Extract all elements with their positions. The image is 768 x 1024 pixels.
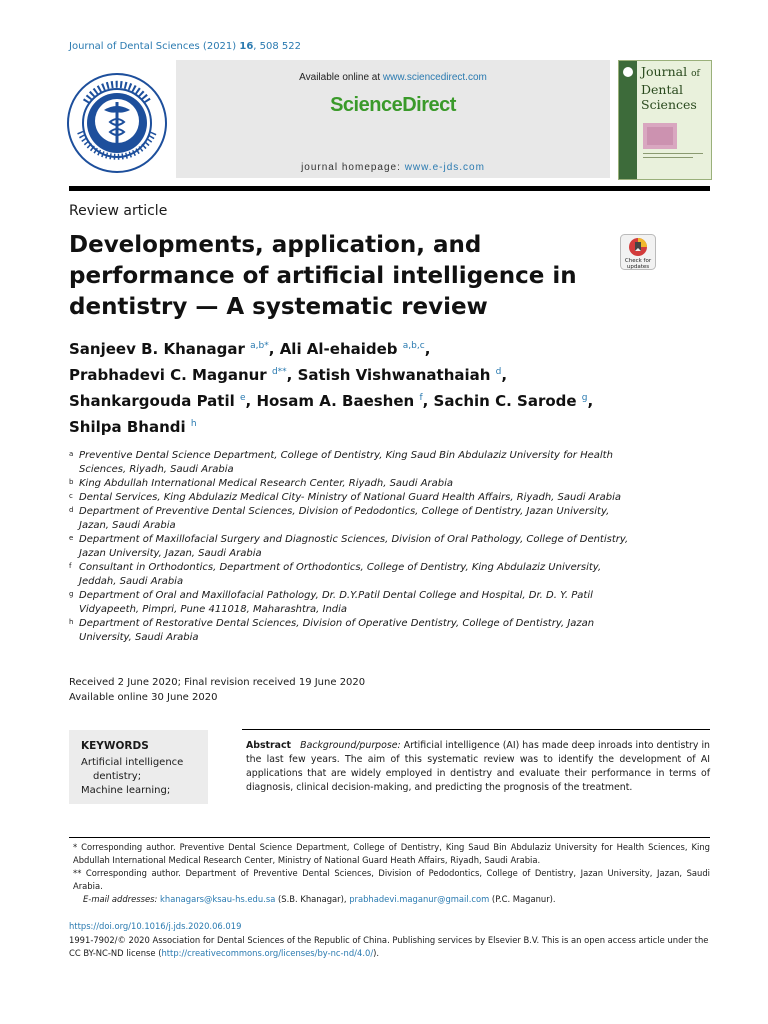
keyword-item: Artificial intelligence	[81, 757, 184, 768]
keyword-item: Machine learning;	[81, 785, 171, 796]
journal-cover-thumbnail[interactable]: Journal of Dental Sciences	[618, 60, 712, 180]
affiliation-item: f Consultant in Orthodontics, Department of Orthodontics, College of Dentistry, King Abdulaziz University, Jeddah, Saudi Arabia	[69, 562, 602, 587]
doi-link[interactable]: https://doi.org/10.1016/j.jds.2020.06.019	[69, 921, 242, 931]
footnote-rule	[69, 837, 710, 838]
author-list: Sanjeev B. Khanagar $^{a,b*}$, Ali Al-ehaideb $^{a,b,c}$, Prabhadevi C. Maganur $^{d**}$, Satish Vishwanathaiah $^d$, Shankargouda Patil $^e$, Hosam A. Baeshen $^f$, Sachin C. Sarode $^g$, Shilpa Bhandi $^h$	[69, 340, 594, 436]
keyword-item: dentistry;	[93, 771, 142, 782]
abstract-text: Artificial intelligence (AI) has made deep inroads into dentistry in the last few years. The aim of this systematic review was to identify the development of AI applications that are widely employed in dentistry and evaluate their performance in terms of diagnosis, clinical decision-making, and predicting the prognosis of the treatment.	[246, 740, 710, 793]
article-dates	[69, 675, 365, 705]
citation-volume: 16	[239, 41, 254, 52]
crossmark-badge[interactable]: Check for updates	[620, 234, 656, 270]
email-link-2[interactable]: prabhadevi.maganur@gmail.com	[349, 894, 490, 904]
corresponding-author-1: * Corresponding author. Preventive Dental Science Department, College of Dentistry, King Saud Bin Abdulaziz University for Health Sciences, King Abdullah International Medical Research Center, Ministry of National Guard Heath Affairs, Riyadh, Saudi Arabia.	[73, 842, 710, 865]
article-title: Developments, application, and performance of artificial intelligence in dentistry — A systematic review	[69, 232, 577, 320]
author: Shankargouda Patil $^e$	[69, 392, 246, 410]
keywords-heading: KEYWORDS	[81, 740, 149, 752]
sciencedirect-banner	[176, 60, 610, 178]
email-link-1[interactable]: khanagars@ksau-hs.edu.sa	[160, 894, 276, 904]
available-online: Available online at www.sciencedirect.com	[299, 72, 487, 83]
author: Shilpa Bhandi $^h$	[69, 418, 197, 436]
association-seal-logo	[66, 72, 168, 174]
affiliation-item: c Dental Services, King Abdulaziz Medical City- Ministry of National Guard Health Affairs, Riyadh, Saudi Arabia	[69, 492, 621, 503]
cover-title-dental: Dental	[641, 82, 683, 97]
author: Sanjeev B. Khanagar $^{a,b*}$	[69, 340, 269, 358]
article-type: Review article	[69, 203, 168, 219]
keywords-list	[81, 756, 206, 798]
online-date: Available online 30 June 2020	[69, 692, 218, 703]
affiliation-item: a Preventive Dental Science Department, College of Dentistry, King Saud Bin Abdulaziz University for Health Sciences, Riyadh, Saudi Arabia	[69, 450, 613, 475]
footnotes	[69, 841, 710, 906]
corresponding-author-2: ** Corresponding author. Department of Preventive Dental Sciences, Division of Pedodontics, College of Dentistry, Jazan University, Jazan, Saudi Arabia.	[73, 868, 710, 891]
author: Hosam A. Baeshen $^f$	[256, 392, 423, 410]
abstract-label: Abstract	[246, 740, 292, 751]
citation-pages: 508 522	[259, 41, 302, 52]
cover-title-journal: Journal	[641, 64, 688, 79]
license-link[interactable]: http://creativecommons.org/licenses/by-nc-nd/4.0/	[161, 948, 374, 958]
affiliation-item: g Department of Oral and Maxillofacial Pathology, Dr. D.Y.Patil Dental College and Hospital, Dr. D. Y. Patil Vidyapeeth, Pimpri, Pune 411018, Maharashtra, India	[69, 590, 593, 615]
license-notice: 1991-7902/© 2020 Association for Dental Sciences of the Republic of China. Publishing services by Elsevier B.V. This is an open access article under the CC BY-NC-ND license (http://creativecommons.org/licenses/by-nc-nd/4.0/).	[69, 935, 709, 958]
affiliations	[69, 449, 629, 645]
header-rule	[69, 186, 710, 191]
affiliation-item: h Department of Restorative Dental Sciences, Division of Operative Dentistry, College of Dentistry, Jazan University, Saudi Arabia	[69, 618, 595, 643]
affiliation-item: b King Abdullah International Medical Research Center, Riyadh, Saudi Arabia	[69, 478, 454, 489]
cover-title-sciences: Sciences	[641, 97, 697, 112]
author: Satish Vishwanathaiah $^d$	[297, 366, 502, 384]
abstract-rule	[242, 729, 710, 730]
affiliation-item: e Department of Maxillofacial Surgery and Diagnostic Sciences, Division of Oral Pathology, College of Dentistry, Jazan University, Jazan, Saudi Arabia	[69, 534, 629, 559]
author: Prabhadevi C. Maganur $^{d**}$	[69, 366, 287, 384]
author: Sachin C. Sarode $^g$	[433, 392, 588, 410]
author: Ali Al-ehaideb $^{a,b,c}$	[279, 340, 425, 358]
abstract	[246, 739, 710, 795]
keywords-box	[69, 730, 208, 804]
homepage-link[interactable]: www.e-jds.com	[404, 162, 485, 173]
email-addresses: E-mail addresses: khanagars@ksau-hs.edu.sa (S.B. Khanagar), prabhadevi.maganur@gmail.com (P.C. Maganur).	[83, 894, 556, 904]
journal-homepage: journal homepage: www.e-jds.com	[301, 162, 485, 173]
sciencedirect-brand[interactable]: ScienceDirect	[330, 94, 456, 116]
citation-journal: Journal of Dental Sciences (2021)	[69, 41, 237, 52]
abstract-section-label: Background/purpose:	[300, 740, 401, 751]
journal-citation: Journal of Dental Sciences (2021) 16, 508 522	[69, 41, 302, 52]
received-date: Received 2 June 2020; Final revision received 19 June 2020	[69, 677, 366, 688]
sciencedirect-link[interactable]: www.sciencedirect.com	[382, 72, 487, 83]
affiliation-item: d Department of Preventive Dental Sciences, Division of Pedodontics, College of Dentistry, Jazan University, Jazan, Saudi Arabia	[69, 506, 610, 531]
